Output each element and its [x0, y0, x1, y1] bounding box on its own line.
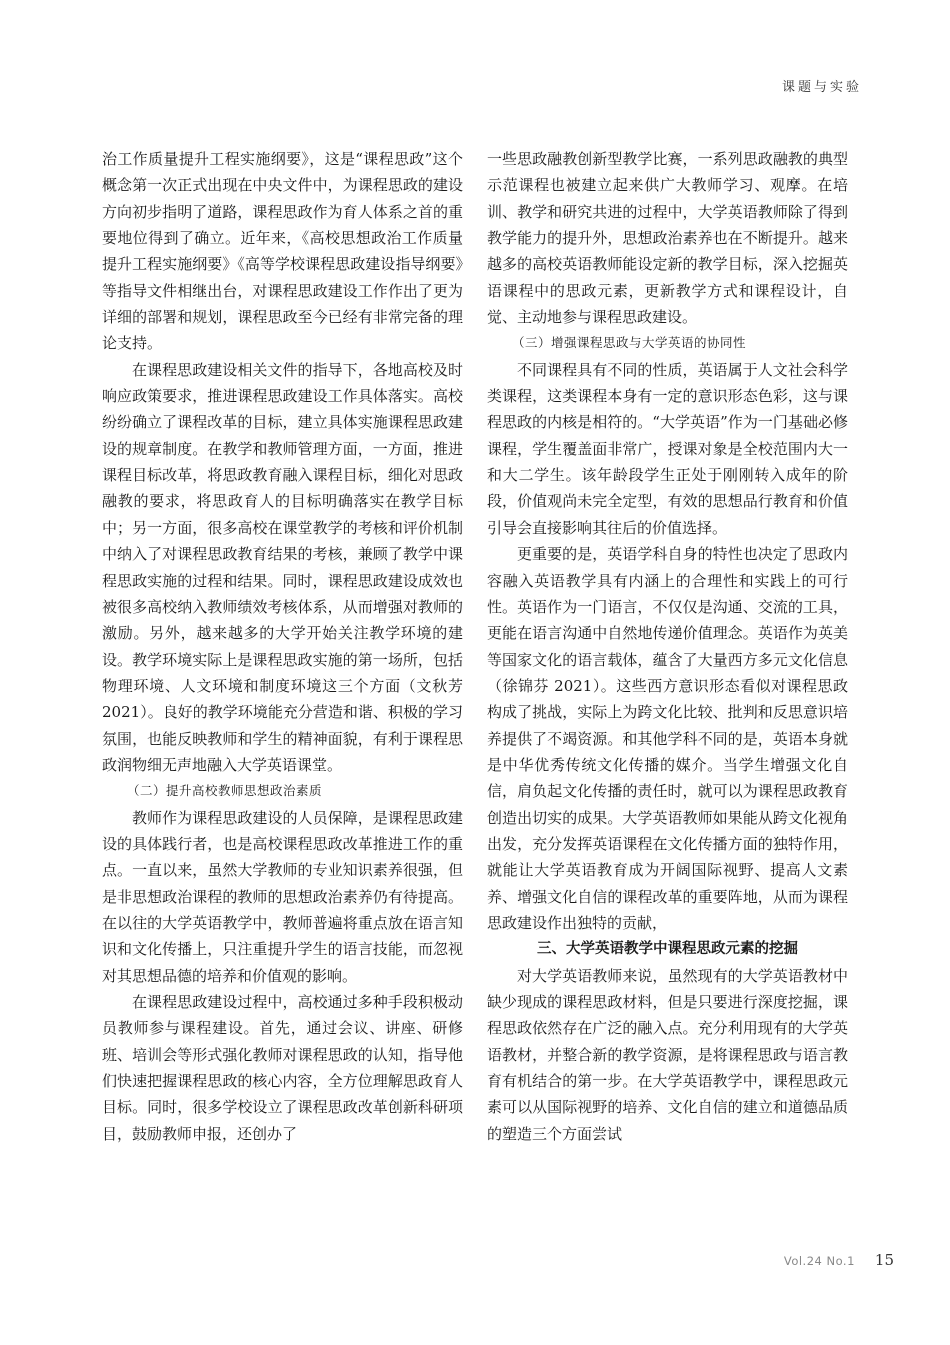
running-header: 课题与实验	[781, 80, 862, 95]
paragraph: 在课程思政建设相关文件的指导下，各地高校及时响应政策要求，推进课程思政建设工作具体落实。高校纷纷确立了课程改革的目标，建立具体实施课程思政建设的规章制度。在教学和教师管理方面，一方面，推进课程目标改革，将思政教育融入课程目标，细化对思政融教的要求，将思政育人的目标明确落实在教学目标中；另一方面，很多高校在课堂教学的考核和评价机制中纳入了对课程思政教育结果的考核，兼顾了教学中课程思政实施的过程和结果。同时，课程思政建设成效也被很多高校纳入教师绩效考核体系，从而增强对教师的激励。另外，越来越多的大学开始关注教学环境的建设。教学环境实际上是课程思政实施的第一场所，包括物理环境、人文环境和制度环境这三个方面（文秋芳 2021）。良好的教学环境能充分营造和谐、积极的学习氛围，也能反映教师和学生的精神面貌，有利于课程思政润物细无声地融入大学英语课堂。	[102, 360, 463, 774]
right-column	[487, 146, 848, 1147]
page-footer	[784, 1251, 894, 1269]
section-heading: 三、大学英语教学中课程思政元素的挖掘	[537, 941, 798, 958]
paragraph: 更重要的是，英语学科自身的特性也决定了思政内容融入英语教学具有内涵上的合理性和实践上的可行性。英语作为一门语言，不仅仅是沟通、交流的工具，更能在语言沟通中自然地传递价值理念。英语作为英美等国家文化的语言载体，蕴含了大量西方多元文化信息（徐锦芬 2021）。这些西方意识形态看似对课程思政构成了挑战，实际上为跨文化比较、批判和反思意识培养提供了不竭资源。和其他学科不同的是，英语本身就是中华优秀传统文化传播的媒介。当学生增强文化自信，肩负起文化传播的责任时，就可以为课程思政教育创造出切实的成果。大学英语教师如果能从跨文化视角出发，充分发挥英语课程在文化传播方面的独特作用，就能让大学英语教育成为开阔国际视野、提高人文素养、增强文化自信的课程改革的重要阵地，从而为课程思政建设作出独特的贡献，	[487, 545, 848, 932]
subsection-heading: （三）增强课程思政与大学英语的协同性	[512, 335, 747, 351]
left-column	[102, 146, 463, 1147]
paragraph: 不同课程具有不同的性质，英语属于人文社会科学类课程，这类课程本身有一定的意识形态色彩，这与课程思政的内核是相符的。“大学英语”作为一门基础必修课程，学生覆盖面非常广，授课对象是全校范围内大一和大二学生。该年龄段学生正处于刚刚转入成年的阶段，价值观尚未完全定型，有效的思想品行教育和价值引导会直接影响其往后的价值选择。	[487, 360, 848, 537]
paragraph: 在课程思政建设过程中，高校通过多种手段积极动员教师参与课程建设。首先，通过会议、讲座、研修班、培训会等形式强化教师对课程思政的认知，指导他们快速把握课程思政的核心内容，全方位理解思政育人目标。同时，很多学校设立了课程思政改革创新科研项目，鼓励教师申报，还创办了	[102, 993, 463, 1143]
paragraph: 一些思政融教创新型教学比赛，一系列思政融教的典型示范课程也被建立起来供广大教师学习、观摩。在培训、教学和研究共进的过程中，大学英语教师除了得到教学能力的提升外，思想政治素养也在不断提升。越来越多的高校英语教师能设定新的教学目标，深入挖掘英语课程中的思政元素，更新教学方式和课程设计，自觉、主动地参与课程思政建设。	[487, 150, 848, 327]
volume-label: Vol.24 No.1	[783, 1254, 855, 1268]
paragraph: 治工作质量提升工程实施纲要》，这是“课程思政”这个概念第一次正式出现在中央文件中，为课程思政的建设方向初步指明了道路，课程思政作为育人体系之首的重要地位得到了确立。近年来，《高校思想政治工作质量提升工程实施纲要》《高等学校课程思政建设指导纲要》等指导文件相继出台，对课程思政建设工作作出了更为详细的部署和规划，课程思政至今已经有非常完备的理论支持。	[102, 150, 463, 353]
paragraph: 对大学英语教师来说，虽然现有的大学英语教材中缺少现成的课程思政材料，但是只要进行深度挖掘，课程思政依然存在广泛的融入点。充分利用现有的大学英语教材，并整合新的教学资源，是将课程思政与语言教育有机结合的第一步。在大学英语教学中，课程思政元素可以从国际视野的培养、文化自信的建立和道德品质的塑造三个方面尝试	[487, 966, 848, 1143]
paragraph: 教师作为课程思政建设的人员保障，是课程思政建设的具体践行者，也是高校课程思政改革推进工作的重点。一直以来，虽然大学教师的专业知识素养很强，但是非思想政治课程的教师的思想政治素养仍有待提高。在以往的大学英语教学中，教师普遍将重点放在语言知识和文化传播上，只注重提升学生的语言技能，而忽视对其思想品德的培养和价值观的影响。	[102, 808, 463, 985]
subsection-heading: （二）提升高校教师思想政治素质	[127, 783, 323, 799]
page-number: 15	[874, 1251, 894, 1269]
